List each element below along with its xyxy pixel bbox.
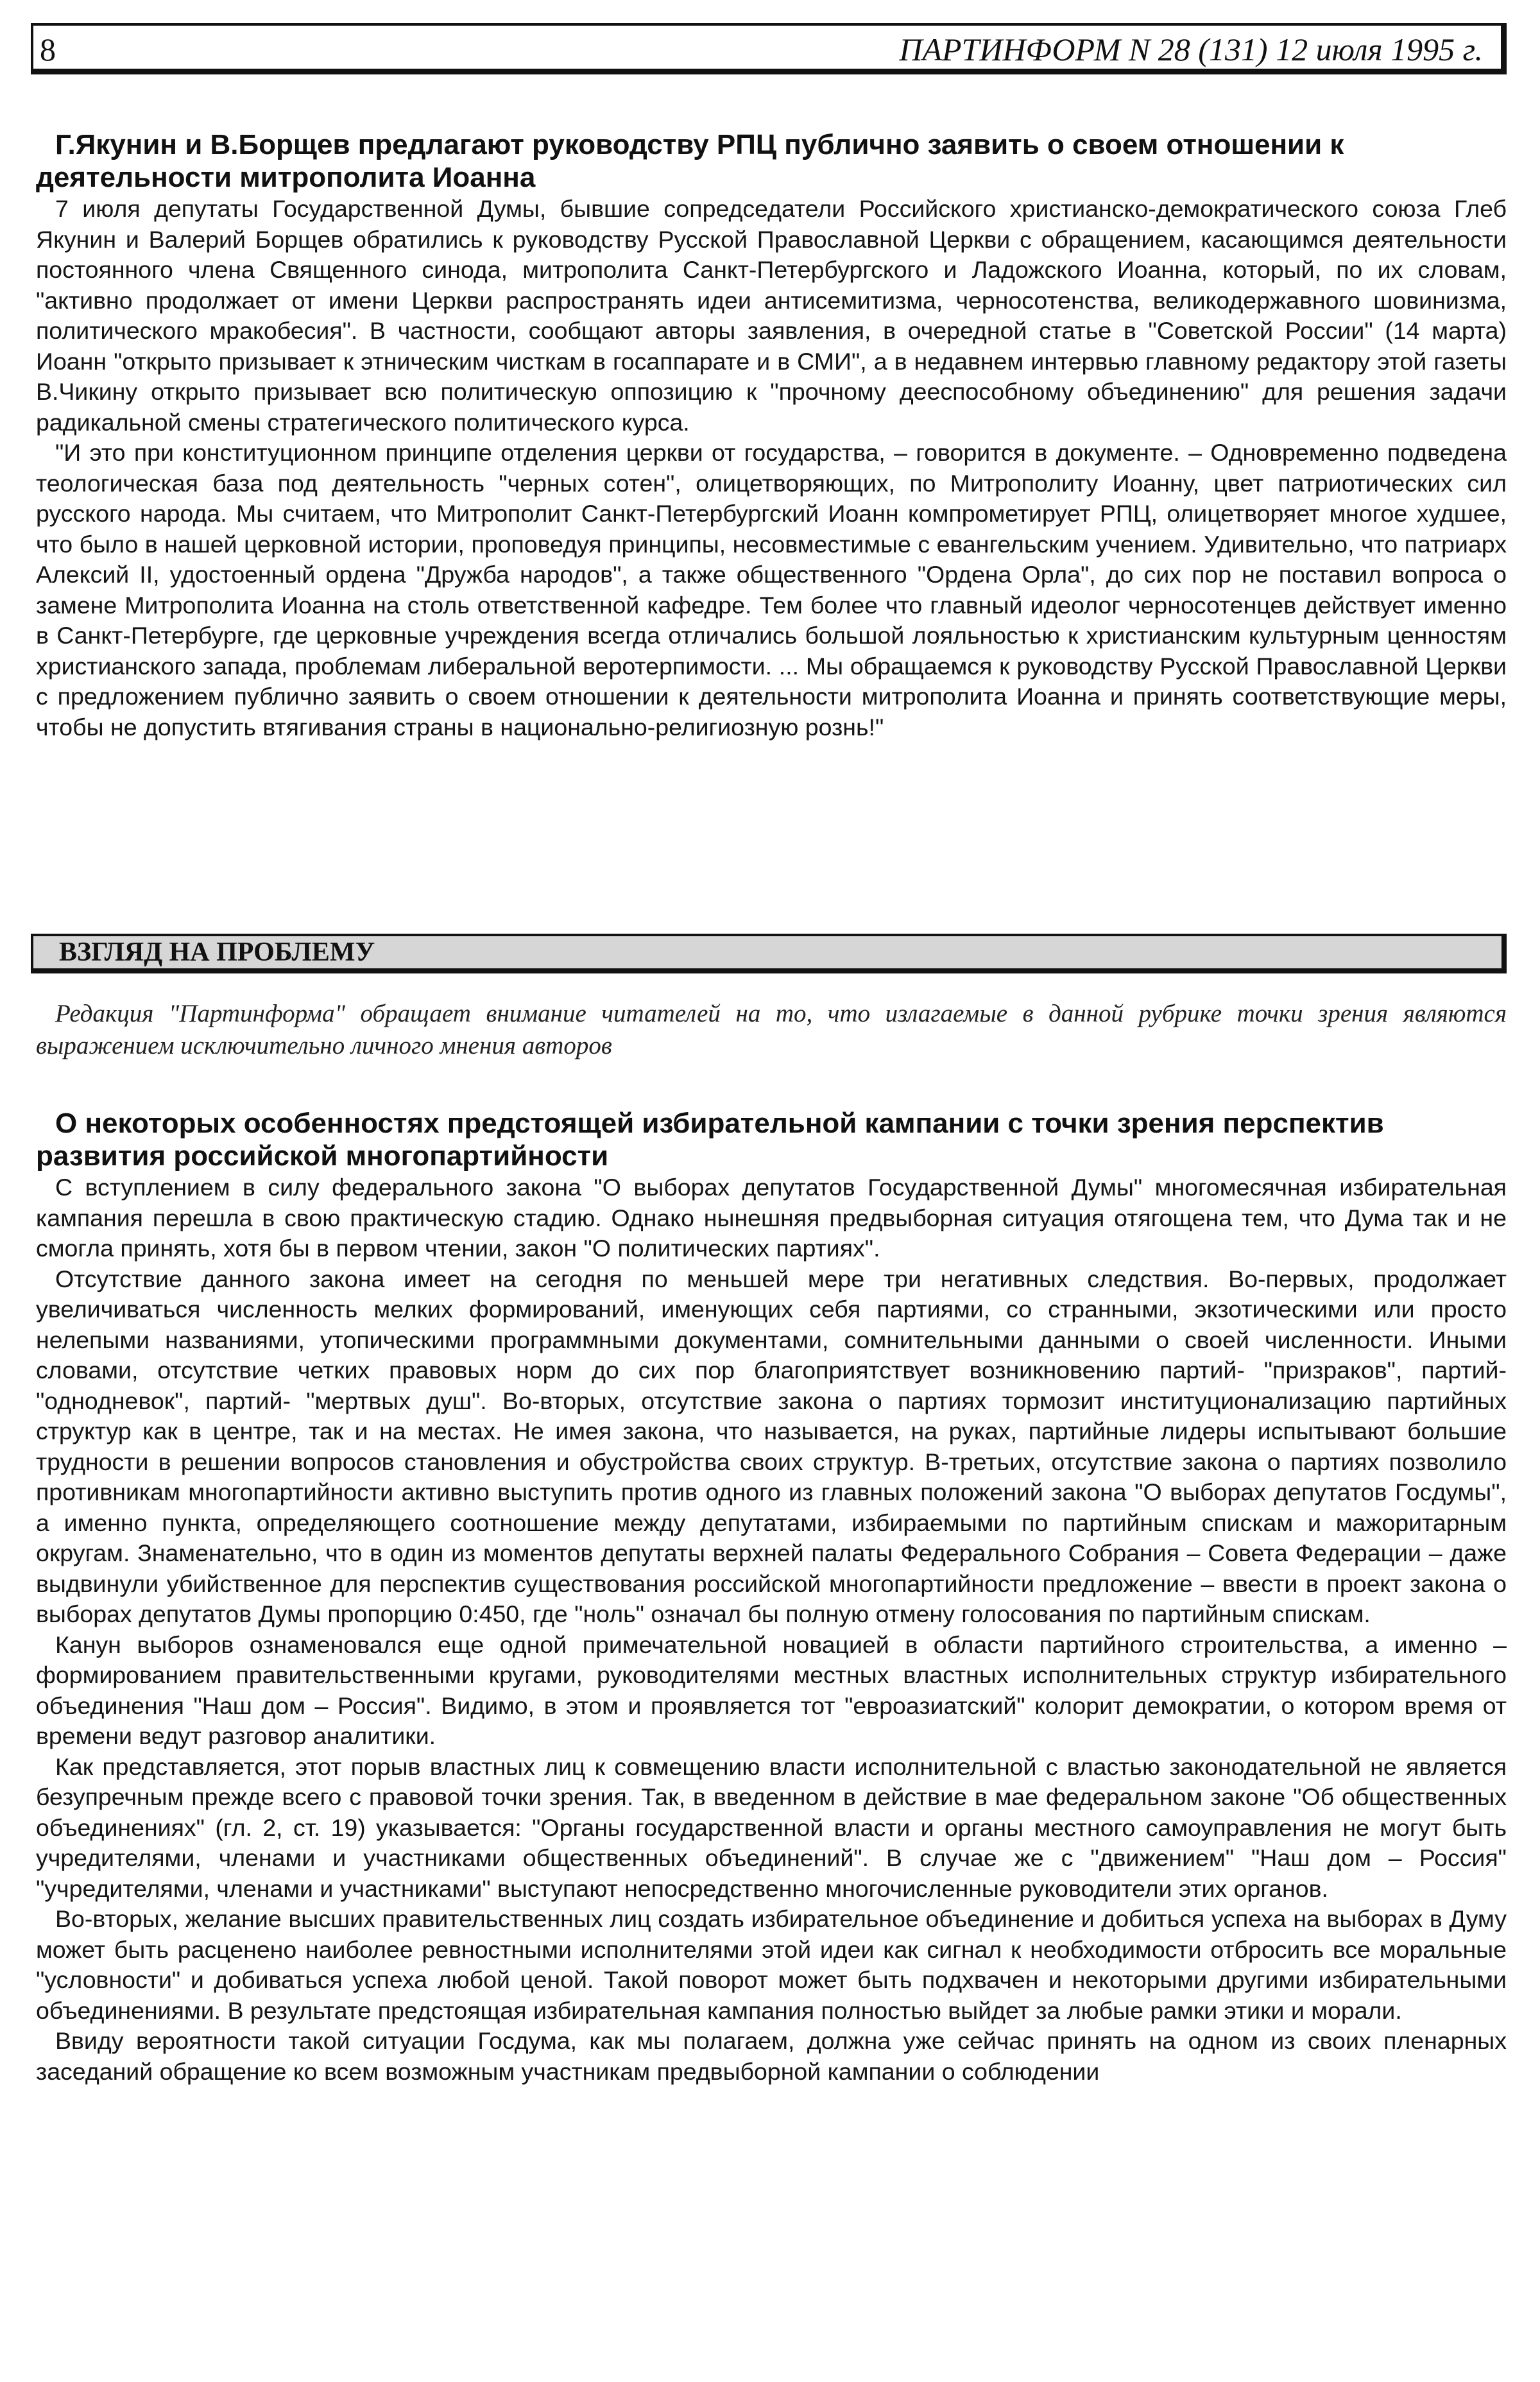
article-paragraph: Как представляется, этот порыв властных лиц к совмещению власти исполнительной с властью законодательной не является безупречным прежде всего с правовой точки зрения. Так, в введенном в действие в мае федеральном законе "Об общественных объединениях" (гл. 2, ст. 19) указывается: "Органы государственной власти и органы местного самоуправления не могут быть учредителями, членами и участниками общественных объединений". В случае же с "движением" "Наш дом – Россия" "учредителями, членами и участниками" выступают непосредственно многочисленные руководители этих органов. (36, 1752, 1507, 1902)
article-paragraph: Отсутствие данного закона имеет на сегодня по меньшей мере три негативных следствия. Во-первых, продолжает увеличиваться численность мелких формирований, именующих себя партиями, со странными, экзотическими или просто нелепыми названиями, утопическими программными документами, сомнительными данными о своей численности. Иными словами, отсутствие четких правовых норм до сих пор благоприятствует возникновению партий- "призраков", партий-"однодневок", партий- "мертвых душ". Во-вторых, отсутствие закона о партиях тормозит институционализацию партийных структур как в центре, так и на местах. Не имея закона, что называется, на руках, партийные лидеры испытывают большие трудности в решении вопросов становления и обустройства своих структур. В-третьих, отсутствие закона о партиях позволило противникам многопартийности активно выступить против одного из главных положений закона "О выборах депутатов Госдумы", а именно пункта, определяющего соотношение между депутатами, избираемыми по партийным спискам и мажоритарным округам. Знаменательно, что в один из моментов депутаты верхней палаты Федерального Собрания – Совета Федерации – даже выдвинули убийственное для перспектив существования российской многопартийности предложение – ввести в проект закона о выборах депутатов Думы пропорцию 0:450, где "ноль" означал бы полную отмену голосования по партийным спискам. (36, 1265, 1507, 1627)
article-election-campaign (36, 1107, 1507, 2087)
article-paragraph: "И это при конституционном принципе отделения церкви от государства, – говорится в документе. – Одновременно подведена теологическая база под деятельность "черных сотен", олицетворяющих, по Митрополиту Иоанну, цвет патриотических сил русского народа. Мы считаем, что Митрополит Санкт-Петербургский Иоанн компрометирует РПЦ, олицетворяет многое худшее, что было в нашей церковной истории, проповедуя принципы, несовместимые с евангельским учением. Удивительно, что патриарх Алексий II, удостоенный ордена "Дружба народов", а также общественного "Ордена Орла", до сих пор не поставил вопроса о замене Митрополита Иоанна на столь ответственной кафедре. Тем более что главный идеолог черносотенцев действует именно в Санкт-Петербурге, где церковные учреждения всегда отличались большой лояльностью к христианским культурным ценностям христианского запада, проблемам либеральной веротерпимости. ... Мы обращаемся к руководству Русской Православной Церкви с предложением публично заявить о своем отношении к деятельности митрополита Иоанна и принять соответствующие меры, чтобы не допустить втягивания страны в национально-религиозную рознь!" (36, 439, 1507, 741)
article-headline: Г.Якунин и В.Борщев предлагают руководству РПЦ публично заявить о своем отношении к деятельности митрополита Иоанна (36, 129, 1344, 193)
article-yakunin-borshchev (36, 128, 1507, 742)
article-paragraph: Канун выборов ознаменовался еще одной примечательной новацией в области партийного строительства, а именно – формированием правительственными кругами, руководителями местных властных исполнительных структур избирательного объединения "Наш дом – Россия". Видимо, в этом и проявляется тот "евроазиатский" колорит демократии, о котором время от времени ведут разговор аналитики. (36, 1631, 1507, 1749)
running-header (31, 23, 1507, 74)
rubric-title-bar: ВЗГЛЯД НА ПРОБЛЕМУ (31, 934, 1507, 973)
article-paragraph: Ввиду вероятности такой ситуации Госдума, как мы полагаем, должна уже сейчас принять на одном из своих пленарных заседаний обращение ко всем возможным участникам предвыборной кампании о соблюдении (36, 2027, 1507, 2085)
article-headline: О некоторых особенностях предстоящей избирательной кампании с точки зрения перспектив развития российской многопартийности (36, 1108, 1384, 1172)
article-paragraph: Во-вторых, желание высших правительственных лиц создать избирательное объединение и добиться успеха на выборах в Думу может быть расценено наиболее ревностными исполнителями этой идеи как сигнал к необходимости отбросить все моральные "условности" и добиваться успеха любой ценой. Такой поворот может быть подхвачен и некоторыми другими избирательными объединениями. В результате предстоящая избирательная кампания полностью выйдет за любые рамки этики и морали. (36, 1905, 1507, 2024)
page-number: 8 (40, 31, 56, 67)
article-paragraph: С вступлением в силу федерального закона "О выборах депутатов Государственной Думы" многомесячная избирательная кампания перешла в свою практическую стадию. Однако нынешняя предвыборная ситуация отягощена тем, что Дума так и не смогла принять, хотя бы в первом чтении, закон "О политических партиях". (36, 1174, 1507, 1262)
issue-line: ПАРТИНФОРМ N 28 (131) 12 июля 1995 г. (899, 31, 1483, 67)
editorial-note: Редакция "Партинформа" обращает внимание читателей на то, что излагаемые в данной рубрике точки зрения являются выражением исключительно личного мнения авторов (36, 1000, 1507, 1059)
article-paragraph: 7 июля депутаты Государственной Думы, бывшие сопредседатели Российского христианско-демократического союза Глеб Якунин и Валерий Борщев обратились к руководству Русской Православной Церкви с обращением, касающимся деятельности постоянного члена Священного синода, митрополита Санкт-Петербургского и Ладожского Иоанна, который, по их словам, "активно продолжает от имени Церкви распространять идеи антисемитизма, черносотенства, великодержавного шовинизма, политического мракобесия". В частности, сообщают авторы заявления, в очередной статье в "Советской России" (14 марта) Иоанн "открыто призывает к этническим чисткам в госаппарате и в СМИ", а в недавнем интервью главному редактору этой газеты В.Чикину открыто призывает всю политическую оппозицию к "прочному дееспособному объединению" для решения задачи радикальной смены стратегического политического курса. (36, 195, 1507, 436)
